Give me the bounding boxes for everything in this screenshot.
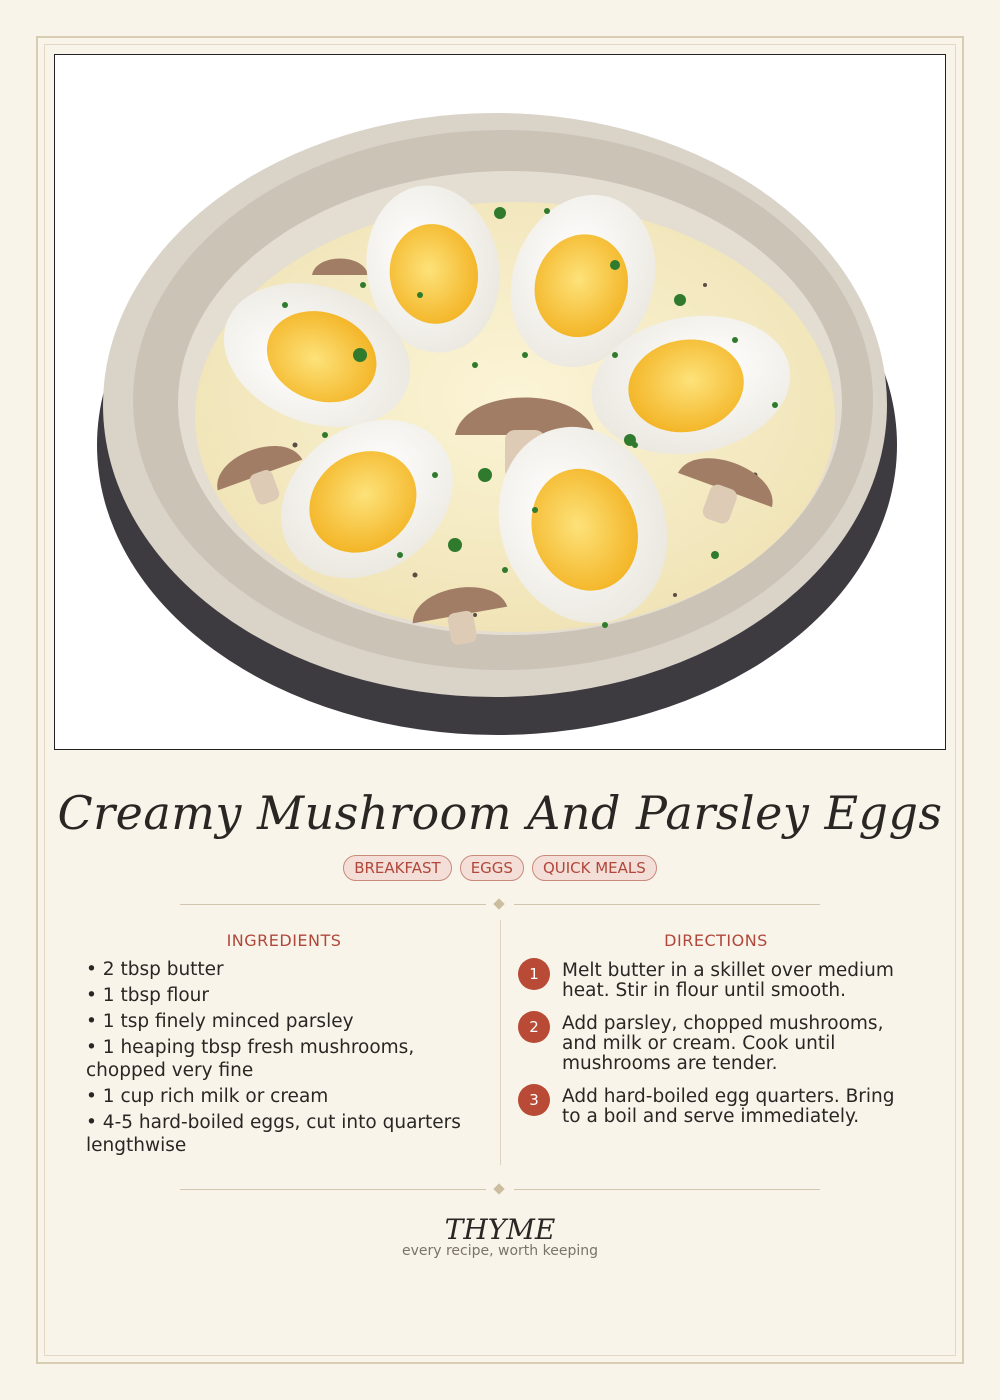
tag-breakfast[interactable]: BREAKFAST [343, 855, 451, 881]
divider-line [180, 904, 486, 905]
step-text: Melt butter in a skillet over medium heat. Stir in flour until smooth. [562, 960, 894, 1001]
ingredient-item: • 1 tbsp flour [86, 985, 210, 1006]
divider-line [514, 1189, 820, 1190]
step-number-badge: 3 [518, 1084, 550, 1116]
step-number-badge: 1 [518, 958, 550, 990]
directions-list [518, 958, 918, 1137]
direction-step [518, 958, 918, 1001]
ingredient-item: • 4-5 hard-boiled eggs, cut into quarters lengthwise [86, 1112, 461, 1156]
brand-tagline: every recipe, worth keeping [401, 1243, 598, 1259]
diamond-icon [493, 898, 504, 909]
step-text: Add hard-boiled egg quarters. Bring to a boil and serve immediately. [562, 1086, 895, 1127]
directions-heading: DIRECTIONS [664, 931, 768, 950]
brand-logo-text: THYME [444, 1213, 556, 1246]
step-number-badge: 2 [518, 1011, 550, 1043]
recipe-title: Creamy Mushroom And Parsley Eggs [57, 786, 943, 840]
ingredient-item: • 1 cup rich milk or cream [86, 1086, 329, 1107]
ingredient-item: • 1 heaping tbsp fresh mushrooms, chopped very fine [86, 1037, 415, 1081]
tag-quick-meals[interactable]: QUICK MEALS [532, 855, 657, 881]
ingredient-item: • 2 tbsp butter [86, 959, 224, 980]
divider-line [514, 904, 820, 905]
column-separator [500, 920, 501, 1165]
ingredients-list [86, 958, 486, 1160]
divider-line [180, 1189, 486, 1190]
ingredients-heading: INGREDIENTS [226, 931, 342, 950]
direction-step [518, 1084, 918, 1127]
ingredient-item: • 1 tsp finely minced parsley [86, 1011, 354, 1032]
step-text: Add parsley, chopped mushrooms, and milk or cream. Cook until mushrooms are tender. [562, 1013, 884, 1074]
tag-eggs[interactable]: EGGS [460, 855, 524, 881]
recipe-illustration [54, 54, 946, 750]
bottom-divider [180, 1184, 820, 1196]
diamond-icon [493, 1183, 504, 1194]
direction-step [518, 1011, 918, 1074]
tag-list [0, 855, 1000, 881]
top-divider [180, 899, 820, 911]
